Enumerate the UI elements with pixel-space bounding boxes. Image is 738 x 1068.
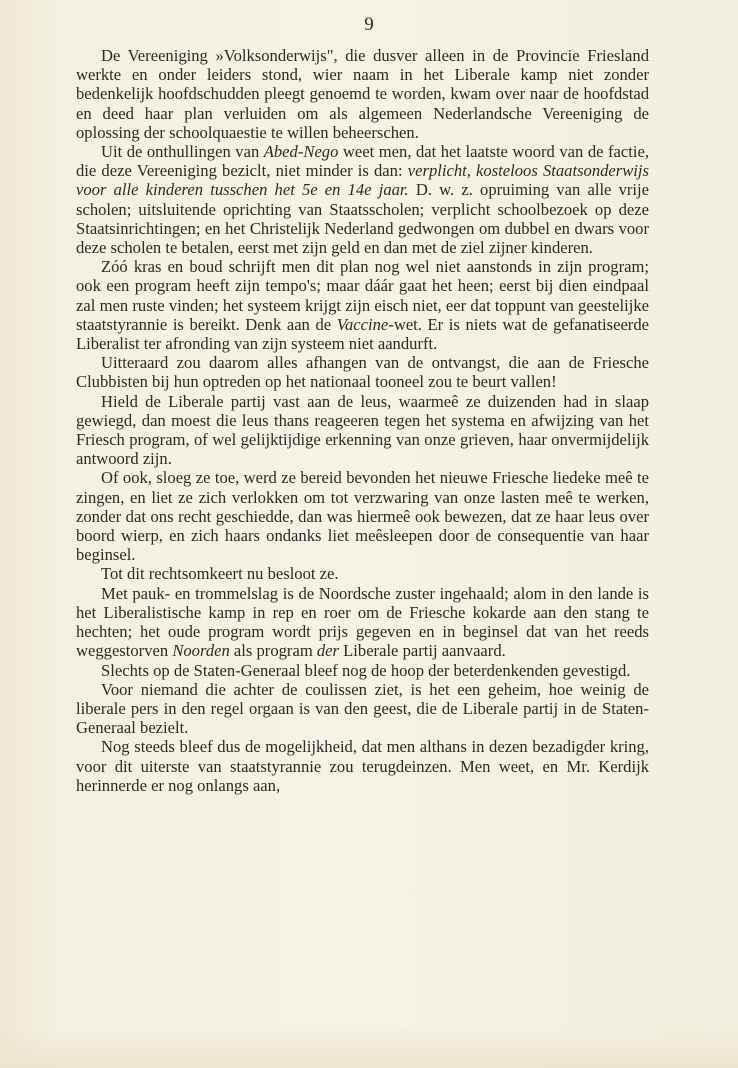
paragraph-10: Voor niemand die achter de coulissen ziet, is het een geheim, hoe weinig de liberale pers in den regel orgaan is van den geest, die de Liberale partij in de Staten-Generaal bezielt. (76, 679, 649, 738)
italic-author: Abed-Nego (263, 142, 339, 162)
paragraph-2: Uit de onthullingen van Abed-Nego weet men, dat het laatste woord van de factie, die deze Vereeniging beziclt, niet minder is dan: verplicht, kosteloos Staatsonderwijs voor alle kinderen tusschen het 5e en 14e jaar. D. w. z. opruiming van alle vrije scholen; uitsluitende oprichting van Staatsscholen; verplicht schoolbezoek op deze Staatsinrichtingen; en het Christelijk Nederland gedwongen om dubbel en dwars voor deze scholen te betalen, eerst met zijn geld en dan met de ziel zijner kinderen. (76, 142, 649, 258)
paragraph-11: Nog steeds bleef dus de mogelijkheid, dat men althans in dezen bezadigder kring, voor dit uiterste van staatstyrannie zou terugdeinzen. Men weet, en Mr. Kerdijk herinnerde er nog onlangs aan, (76, 737, 649, 795)
page-bottom-shade (0, 1026, 738, 1068)
italic-der: der (316, 641, 339, 661)
paragraph-4: Uitteraard zou daarom alles afhangen van de ontvangst, die aan de Friesche Clubbisten bij hun optreden op het nationaal tooneel zou te beurt vallen! (76, 353, 649, 392)
italic-slogan: verplicht, kosteloos Staatsonderwijs voor alle kinderen tusschen het 5e en 14e jaar. (76, 161, 649, 200)
italic-vaccine: Vaccine (336, 314, 389, 334)
page-number: 9 (364, 14, 374, 35)
paragraph-9: Slechts op de Staten-Generaal bleef nog de hoop der beterdenkenden gevestigd. (101, 660, 631, 680)
italic-noorden: Noorden (172, 641, 230, 661)
paragraph-5: Hield de Liberale partij vast aan de leus, waarmeê ze duizenden had in slaap gewiegd, dan moest die leus thans reageeren tegen het systema en afwijzing van het Friesch program, of wel gelijktijdige erkenning van onze grieven, haar onvermijdelijk antwoord zijn. (76, 391, 649, 469)
body-text (76, 46, 649, 795)
paragraph-1: De Vereeniging »Volksonderwijs", die dusver alleen in de Provincie Friesland werkte en onder leiders stond, wier naam in het Liberale kamp niet zonder bedenkelijk hoofdschudden pleegt genoemd te worden, kwam over naar de hoofdstad en deed haar plan verluiden om als algemeen Nederlandsche Vereeniging de oplossing der schoolquaestie te willen beheerschen. (76, 46, 649, 142)
paragraph-7: Tot dit rechtsomkeert nu besloot ze. (101, 564, 339, 584)
paragraph-6: Of ook, sloeg ze toe, werd ze bereid bevonden het nieuwe Friesche liedeke meê te zingen, en liet ze zich verlokken om tot verzwaring van onze lasten meê te werken, zonder dat ons recht geschiedde, dan was hiermeê ook bewezen, dat ze haar leus over boord wierp, en zich haars ondanks liet meêsleepen door de consequentie van haar beginsel. (76, 468, 649, 565)
paragraph-8: Met pauk- en trommelslag is de Noordsche zuster ingehaald; alom in den lande is het Liberalistische kamp in rep en roer om de Friesche kokarde aan den stang te hechten; het oude program wordt prijs gegeven en in beginsel dat van het reeds weggestorven Noorden als program der Liberale partij aanvaard. (76, 583, 649, 661)
paragraph-3: Zóó kras en boud schrijft men dit plan nog wel niet aanstonds in zijn program; ook een program heeft zijn tempo's; maar dáár gaat het heen; eerst bij dien eindpaal zal men ruste vinden; het systeem krijgt zijn eisch niet, eer dat toppunt van geestelijke staatstyrannie is bereikt. Denk aan de Vaccine-wet. Er is niets wat de gefanatiseerde Liberalist ter afronding van zijn systeem niet aandurft. (76, 257, 649, 354)
